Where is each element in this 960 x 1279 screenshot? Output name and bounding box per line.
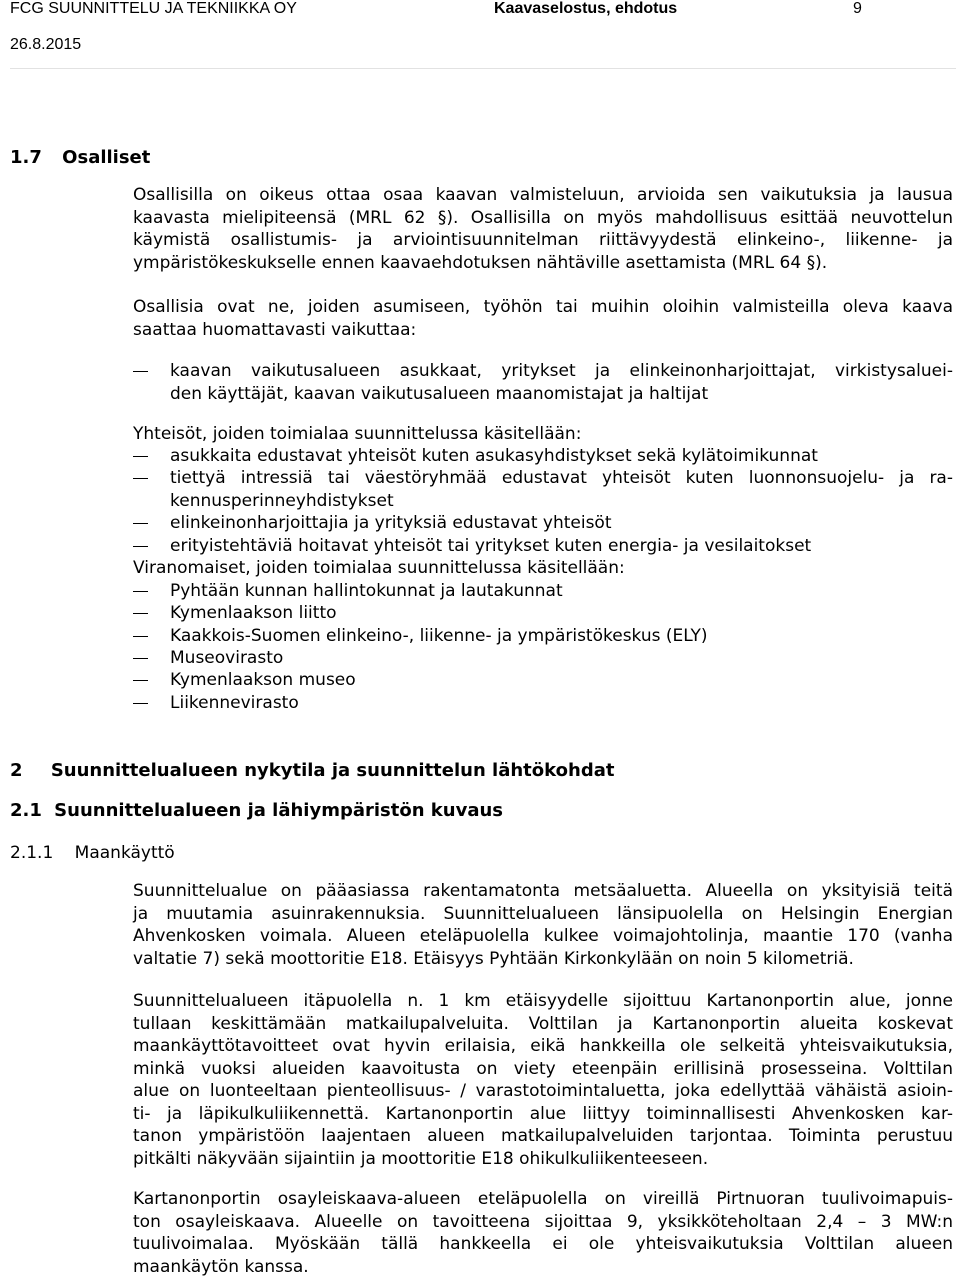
section-title: Maankäyttö [74,843,175,863]
text-line: ti- ja läpikulkuliikennettä. Kartanonportin alue liittyy toiminnallisesti Ahvenkosken kar- [133,1103,953,1124]
dash-bullet-icon [133,658,148,659]
text-line: ton osayleiskaava. Alueelle on tavoitteena sijoittaa 9, yksikköteholtaan 2,4 – 3 MW:n [133,1211,953,1232]
text-line: maankäytön kanssa. [133,1256,309,1277]
text-line: Kymenlaakson liitto [170,603,337,623]
paragraph [133,880,953,970]
text-line: Liikennevirasto [170,693,299,713]
text-line: kaavan vaikutusalueen asukkaat, yritykset ja elinkeinonharjoittajat, virkistysaluei- [170,361,953,381]
text-line: Osallisia ovat ne, joiden asumiseen, työhön tai muihin oloihin valmisteilla oleva kaava [133,297,953,317]
section-1-7-heading [10,147,150,169]
text-line: ja muutamia asuinrakennuksia. Suunnittelualueen länsipuolella on Helsingin Energian [133,903,953,924]
header-page-number: 9 [853,0,862,17]
section-number: 2 [10,760,23,781]
text-line: Suunnittelualueen itäpuolella n. 1 km etäisyydelle sijoittuu Kartanonportin alue, jonne [133,991,953,1011]
dash-bullet-icon [133,546,148,547]
text-line: Museovirasto [170,648,284,668]
paragraph [133,1188,953,1278]
dash-bullet-icon [133,371,148,372]
section-2-1-1-heading [10,842,175,864]
text-line: käymistä osallistumis- ja arviointisuunnitelman riittävyydestä elinkeino-, liikenne- ja [133,230,953,250]
dash-bullet-icon [133,456,148,457]
text-line: maankäyttötavoitteet ovat hyvin erilaisia, eikä hankkeilla ole selkeitä yhteisvaikutuksia, [133,1036,953,1056]
text-line: Kartanonportin osayleiskaava-alueen eteläpuolella on vireillä Pirtnuoran tuulivoimapuis- [133,1189,953,1209]
header-company: FCG SUUNNITTELU JA TEKNIIKKA OY [10,0,297,17]
text-line: Suunnittelualue on pääasiassa rakentamatonta metsäaluetta. Alueella on yksityisiä teitä [133,881,953,901]
communities-heading [133,423,953,446]
text-line: pitkälti näkyvään sijaintiin ja moottoritie E18 ohikulkuliikenteeseen. [133,1148,709,1169]
text-line: tuulivoimalaa. Myöskään tällä hankkeella ei ole yhteisvaikutuksia Volttilan alueen [133,1234,953,1254]
section-number: 2.1 [10,800,42,821]
text-line: Kymenlaakson museo [170,670,356,690]
text-line: Kaakkois-Suomen elinkeino-, liikenne- ja ympäristökeskus (ELY) [170,626,708,646]
text-line: minkä vuoksi alueiden kaavoitusta on viety eteenpäin erillisinä prosesseina. Volttilan [133,1058,953,1079]
dash-bullet-icon [133,523,148,524]
text-line: den käyttäjät, kaavan vaikutusalueen maanomistajat ja haltijat [170,383,709,404]
dash-bullet-icon [133,591,148,592]
text-line: ympäristökeskukselle ennen kaavaehdotuksen nähtäville asettamista (MRL 64 §). [133,252,828,273]
paragraph [133,990,953,1170]
text-line: erityistehtäviä hoitavat yhteisöt tai yritykset kuten energia- ja vesilaitokset [170,536,812,556]
dash-bullet-icon [133,703,148,704]
text-line: tiettyä intressiä tai väestöryhmää edustavat yhteisöt kuten luonnonsuojelu- ja ra- [170,468,953,488]
text-line: tanon ympäristöön laajentaen alueen matkailupalveluiden tarjontaa. Toiminta perustuu [133,1126,953,1146]
section-2-1-heading [10,800,503,822]
text-line: Pyhtään kunnan hallintokunnat ja lautakunnat [170,581,563,601]
authorities-heading [133,557,953,580]
text-line: elinkeinonharjoittajia ja yrityksiä edustavat yhteisöt [170,513,612,533]
dash-bullet-icon [133,613,148,614]
text-line: saattaa huomattavasti vaikuttaa: [133,319,417,340]
text-line: asukkaita edustavat yhteisöt kuten asukasyhdistykset sekä kylätoimikunnat [170,446,818,466]
text-line: valtatie 7) sekä moottoritie E18. Etäisyys Pyhtään Kirkonkylään on noin 5 kilometriä. [133,948,854,969]
definition-paragraph [133,296,953,341]
dash-bullet-icon [133,636,148,637]
header-doc-title: Kaavaselostus, ehdotus [494,0,678,17]
text-line: Viranomaiset, joiden toimialaa suunnittelussa käsitellään: [133,558,625,578]
text-line: Osallisilla on oikeus ottaa osaa kaavan valmisteluun, arvioida sen vaikutuksia ja lausua [133,185,953,205]
text-line: kennusperinneyhdistykset [170,490,394,511]
intro-paragraph [133,184,953,274]
text-line: Ahvenkosken voimala. Alueen eteläpuolella kulkee voimajohtolinja, maantie 170 (vanha [133,926,953,946]
section-2-heading [10,760,614,782]
section-number: 1.7 [10,147,42,168]
section-title: Suunnittelualueen ja lähiympäristön kuvaus [54,800,504,821]
header-date: 26.8.2015 [10,36,82,53]
text-line: Yhteisöt, joiden toimialaa suunnittelussa käsitellään: [133,424,582,444]
section-number: 2.1.1 [10,843,54,863]
text-line: alue on luonteeltaan pienteollisuus- / varastotoimintaluetta, joka edellyttää vähäistä asioin- [133,1081,953,1101]
text-line: tullaan keskittämään matkailupalveluita. Volttilan ja Kartanonportin alueita koskevat [133,1013,953,1034]
section-title: Osalliset [62,147,151,168]
section-title: Suunnittelualueen nykytila ja suunnittelun lähtökohdat [50,760,615,781]
dash-bullet-icon [133,680,148,681]
text-line: kaavasta mielipiteensä (MRL 62 §). Osallisilla on myös mahdollisuus esittää neuvottelun [133,207,953,228]
header-rule [10,68,956,69]
dash-bullet-icon [133,478,148,479]
